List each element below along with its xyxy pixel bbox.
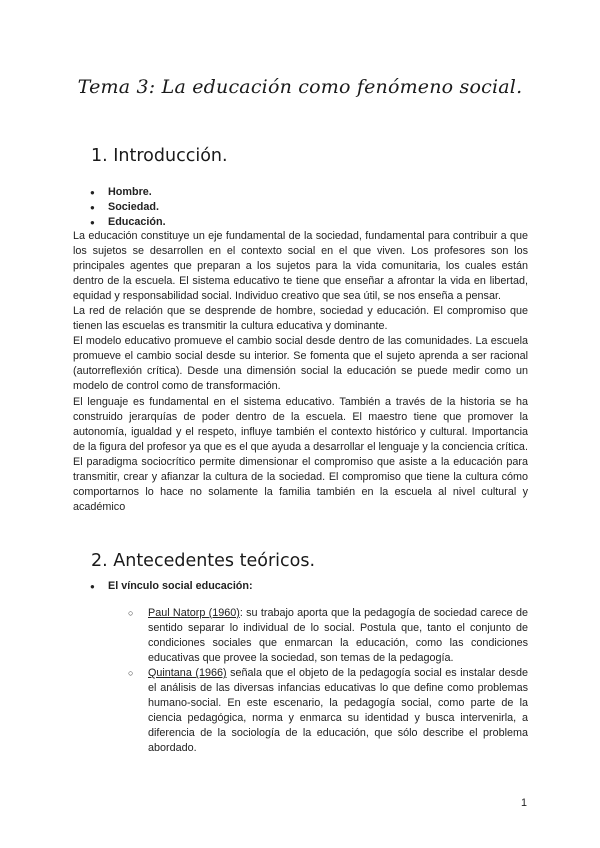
- bullet-item: ● Educación.: [90, 215, 166, 230]
- document-title: Tema 3: La educación como fenómeno social.: [77, 76, 523, 98]
- bullet-item: ● El vínculo social educación:: [90, 579, 530, 594]
- author-citation: Quintana (1966): [148, 667, 227, 680]
- section-2-heading: 2. Antecedentes teóricos.: [91, 551, 316, 571]
- paragraph: El lenguaje es fundamental en el sistema educativo. También a través de la historia se ha construido jerarquías de poder dentro de la escuela. El maestro tiene que promover la autonomía, igualdad y el respeto, influye también el contexto histórico y cultural. Importancia de la figura del profesor ya que es el que ayuda a desarrollar el lenguaje y la conciencia crítica.: [73, 395, 528, 453]
- introduction-body: [73, 229, 528, 515]
- paragraph: El modelo educativo promueve el cambio social desde dentro de las comunidades. La escuela promueve el cambio social desde su interior. Se fomenta que el sujeto aprenda a ser racional (autorreflexión crítica). Desde una dimensión social la educación se puede medir como un modelo de control como de transformación.: [73, 335, 528, 393]
- theory-bullet-list: [90, 579, 530, 594]
- paragraph: El paradigma sociocrítico permite dimensionar el compromiso que asiste a la educación para transmitir, crear y afianzar la cultura de la sociedad. El compromiso que tiene la cultura cómo comportarnos lo hace no solamente la familia también en la escuela al nivel cultural y académico: [73, 455, 528, 513]
- bullet-item: ● Hombre.: [90, 185, 166, 200]
- theory-sub-list: [128, 606, 528, 756]
- sub-list-item: [128, 666, 528, 756]
- paragraph: La educación constituye un eje fundamental de la sociedad, fundamental para contribuir a que los sujetos se desarrollen en el contexto social en el que viven. Los profesores son los principales agentes que preparan a los sujetos para la vida comunitaria, los cuales están dentro de la escuela. El sistema educativo te tiene que enseñar a afrontar la vida en libertad, equidad y responsabilidad social. Individuo creativo que sea útil, se nos enseña a pensar.: [73, 230, 528, 303]
- section-1-heading: 1. Introducción.: [91, 146, 228, 166]
- paragraph: La red de relación que se desprende de hombre, sociedad y educación. El compromiso que tienen las escuelas es transmitir la cultura educativa y dominante.: [73, 305, 528, 333]
- item-text: señala que el objeto de la pedagogía social es instalar desde el análisis de las diversas infancias educativas lo que define como problemas humano-social. En este escenario, la pedagogía social, como parte de la ciencia pedagógica, norma y enmarca su identidad y busca intervenirla, a diferencia de la sociología de la educación, que sólo describe el problema abordado.: [148, 667, 529, 755]
- bullet-item: ● Sociedad.: [90, 200, 166, 215]
- item-text: : su trabajo aporta que la pedagogía de sociedad carece de sentido separar lo individual de lo social. Postula que, tanto el conjunto de condiciones sociales que enmarcan la educación, como las condiciones educativas que provee la sociedad, son temas de la pedagogía.: [148, 607, 528, 665]
- page-number: 1: [520, 797, 527, 809]
- sub-list-item: [128, 606, 528, 666]
- author-citation: Paul Natorp (1960): [148, 607, 240, 619]
- concept-bullet-list: [90, 185, 166, 230]
